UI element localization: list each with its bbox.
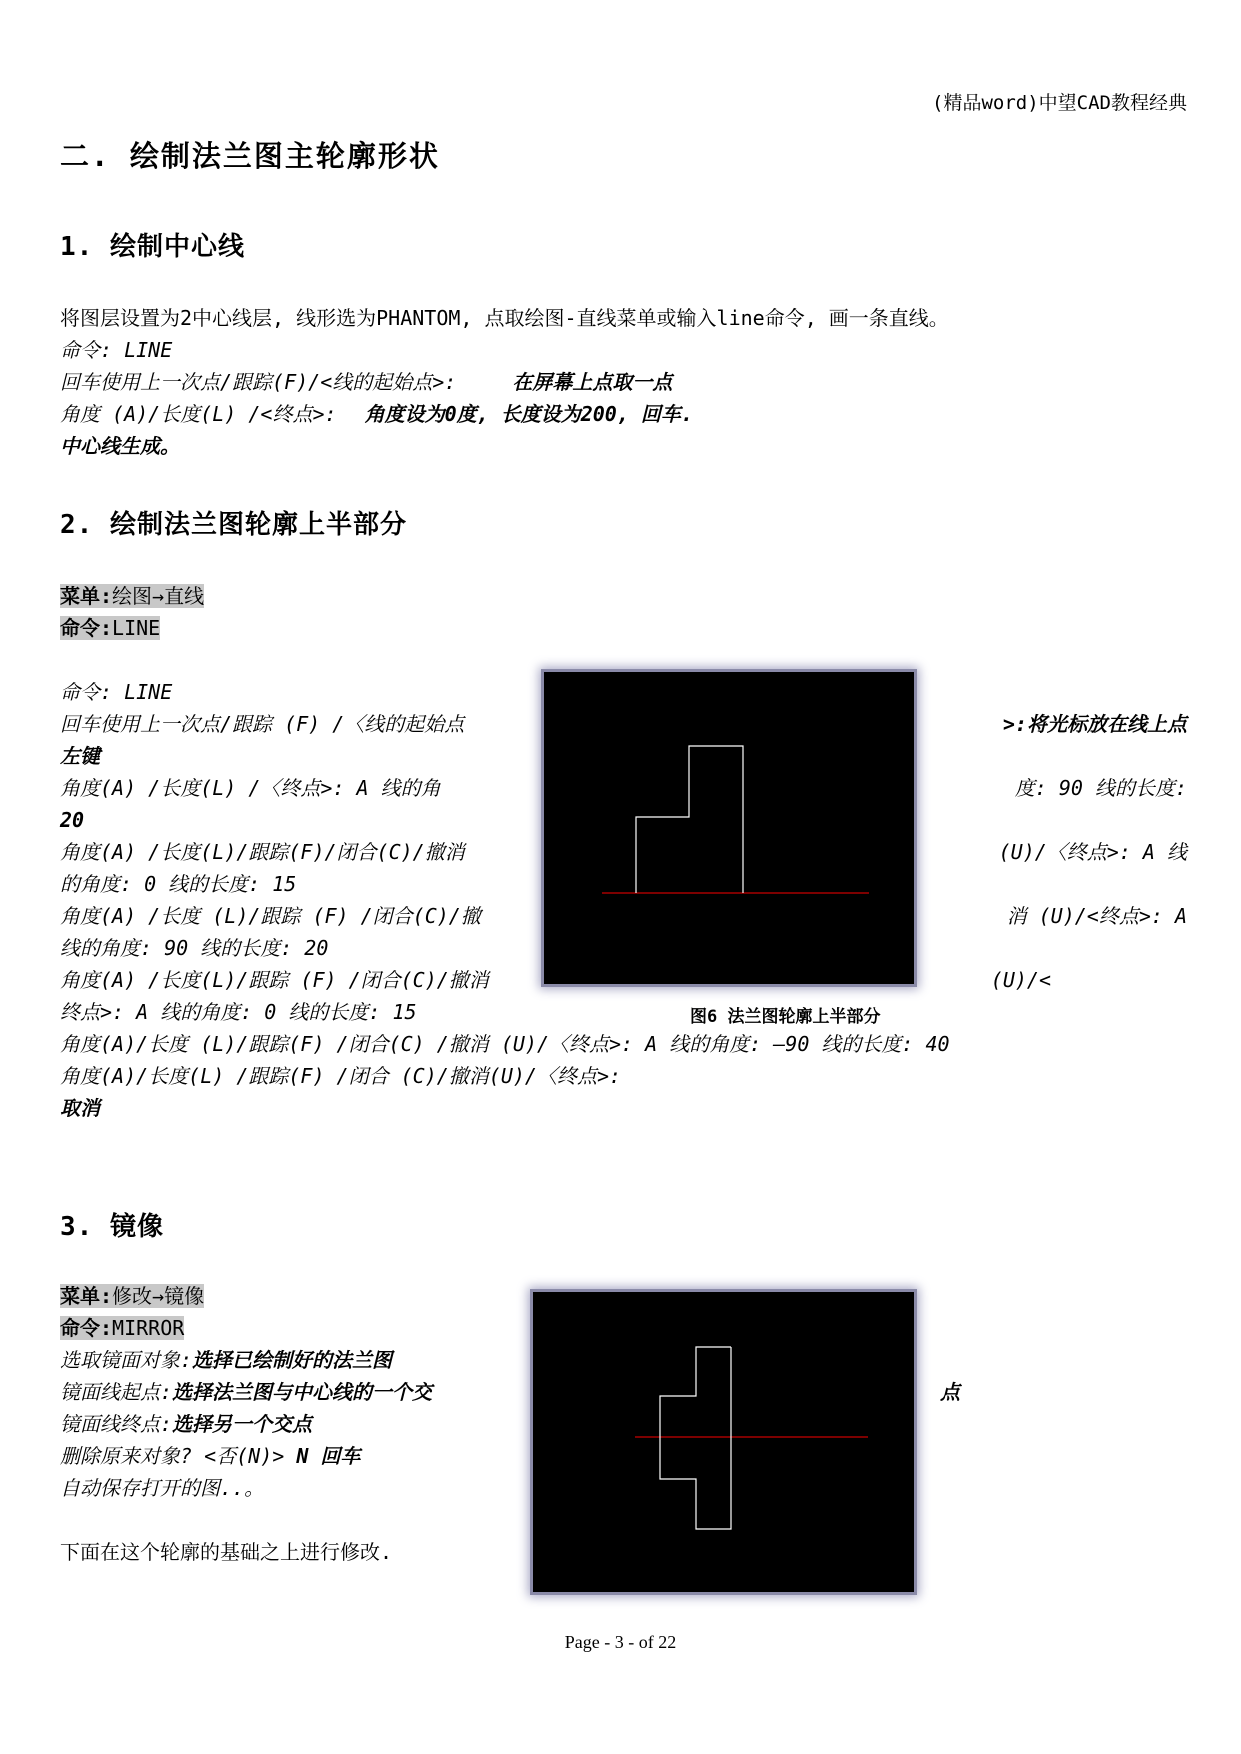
prompt: 删除原来对象? <否(N)>: [60, 1444, 285, 1468]
s2-line-f-right: (U)/〈终点>: A 线: [998, 840, 1187, 864]
prompt: 选取镜面对象:: [60, 1348, 193, 1372]
s2-line-i: 线的角度: 90 线的长度: 20: [60, 936, 329, 960]
s2-line-b-right: >:将光标放在线上点: [1002, 712, 1187, 736]
prompt: 镜面线终点:: [60, 1412, 173, 1436]
prompt: 回车使用上一次点/跟踪(F)/<线的起始点>:: [60, 370, 457, 394]
s2-line-n: 取消: [60, 1096, 100, 1120]
s2-line-d-left: 角度(A) /长度(L) /〈终点>: A 线的角: [60, 776, 441, 800]
heading-mirror: 3. 镜像: [60, 1212, 164, 1242]
s2-line-e: 20: [60, 808, 85, 832]
s3-menu: [60, 1280, 204, 1312]
cmd-label: 命令:: [60, 616, 113, 640]
s2-menu: [60, 580, 204, 612]
s2-line-h-right: 消 (U)/<终点>: A: [1006, 904, 1187, 928]
cmd-label: 命令:: [60, 1316, 113, 1340]
s1-result: 中心线生成。: [60, 434, 180, 458]
figure-mirrored-profile: [533, 1292, 914, 1592]
menu-label: 菜单:: [60, 584, 113, 608]
s2-line-c: 左键: [60, 744, 100, 768]
menu-value: 修改→镜像: [112, 1284, 205, 1308]
s2-line-b-left: 回车使用上一次点/跟踪 (F) /〈线的起始点: [60, 712, 465, 736]
s3-mirror-end: [60, 1408, 312, 1440]
s2-line-h-left: 角度(A) /长度 (L)/跟踪 (F) /闭合(C)/撤: [60, 904, 481, 928]
s2-line-l: 角度(A)/长度 (L)/跟踪(F) /闭合(C) /撤消 (U)/〈终点>: A 线的角度: —90 线的长度: 40: [60, 1032, 950, 1056]
menu-label: 菜单:: [60, 1284, 113, 1308]
heading-draw-centerline: 1. 绘制中心线: [60, 232, 245, 262]
s2-command: [60, 612, 160, 644]
s3-delete-source: [60, 1440, 360, 1472]
action: 选择已绘制好的法兰图: [192, 1348, 393, 1372]
s3-mirror-start: [60, 1376, 432, 1408]
page-footer: Page - 3 - of 22: [564, 1632, 677, 1652]
s2-line-j-left: 角度(A) /长度(L)/跟踪 (F) /闭合(C)/撤消: [60, 968, 489, 992]
s2-line-j-right: (U)/<: [990, 968, 1051, 992]
s3-autosave: 自动保存打开的图..。: [60, 1476, 265, 1500]
flange-full-outline: [660, 1347, 731, 1529]
s1-intro: 将图层设置为2中心线层, 线形选为PHANTOM, 点取绘图-直线菜单或输入line命令, 画一条直线。: [60, 306, 949, 330]
figure-6-caption: 图6 法兰图轮廓上半部分: [690, 1007, 881, 1027]
s2-line-g: 的角度: 0 线的长度: 15: [60, 872, 297, 896]
section-title: 二. 绘制法兰图主轮廓形状: [60, 139, 440, 173]
s2-line-a: 命令: LINE: [60, 680, 173, 704]
s2-line-m: 角度(A)/长度(L) /跟踪(F) /闭合 (C)/撤消(U)/〈终点>:: [60, 1064, 622, 1088]
action: 选择法兰图与中心线的一个交: [172, 1380, 433, 1404]
cmd-value: MIRROR: [112, 1316, 185, 1340]
prompt: 角度 (A)/长度(L) /<终点>:: [60, 402, 337, 426]
action: N 回车: [296, 1444, 361, 1468]
s3-command: [60, 1312, 184, 1344]
page-header: (精品word)中望CAD教程经典: [932, 92, 1187, 114]
action: 角度设为0度, 长度设为200, 回车.: [364, 402, 693, 426]
cmd-value: LINE: [112, 616, 161, 640]
s1-line-angle-length: [60, 398, 693, 430]
s3-mirror-start-tail: 点: [940, 1380, 960, 1404]
s1-command: 命令: LINE: [60, 338, 173, 362]
s2-line-d-right: 度: 90 线的长度:: [1014, 776, 1187, 800]
action: 选择另一个交点: [172, 1412, 313, 1436]
s3-select-objects: [60, 1344, 392, 1376]
flange-upper-outline: [636, 746, 743, 893]
prompt: 镜面线起点:: [60, 1380, 173, 1404]
s1-line-start-point: [60, 366, 672, 398]
action: 在屏幕上点取一点: [512, 370, 673, 394]
figure-6-upper-half-profile: [544, 672, 914, 984]
s3-next-step: 下面在这个轮廓的基础之上进行修改.: [60, 1540, 393, 1564]
s2-line-k: 终点>: A 线的角度: 0 线的长度: 15: [60, 1000, 417, 1024]
s2-line-f-left: 角度(A) /长度(L)/跟踪(F)/闭合(C)/撤消: [60, 840, 465, 864]
menu-value: 绘图→直线: [112, 584, 205, 608]
heading-draw-upper-half: 2. 绘制法兰图轮廓上半部分: [60, 510, 407, 540]
